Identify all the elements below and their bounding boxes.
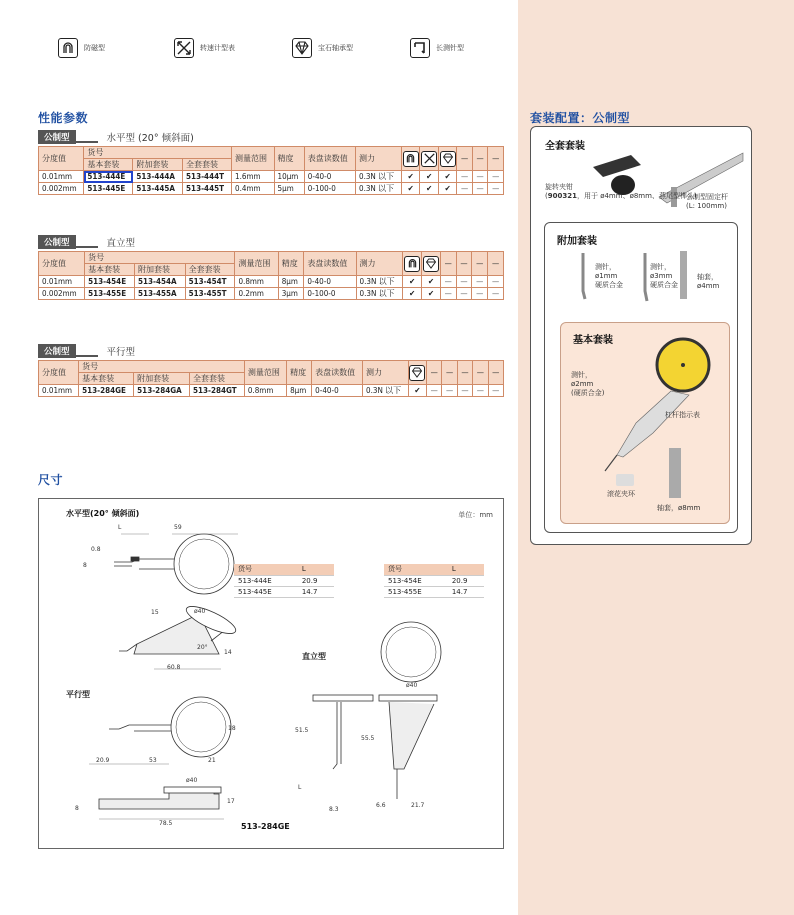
performance-title: 性能参数 [38,111,89,125]
table-row: 0.01mm 513-284GE 513-284GA 513-284GT 0.8mm 8μm 0-40-0 0.3N 以下 ✔ — — — — — [39,385,504,397]
swivel-icon [174,38,194,58]
dimensions-panel: 水平型(20° 倾斜面) 单位：mm 货号 L 513-444E 20.9 513-445E 14.7 货号 L 513-454E 20.9 513-455E 14.7 直立型 平行型 513-284GE L 59 0.8 8 ø40 15 20° 14 60.8 ø40 51.5 55.5 L 8.3 6.6 21.7 20.9 53 21 18 ø40 17 8 78.5 [38,498,504,849]
swivel-icon [421,151,437,167]
dim-table-b: 货号 L 513-454E 20.9 513-455E 14.7 [384,564,484,598]
diamond-icon [440,151,456,167]
table-row: 0.002mm 513-445E 513-445A 513-445T 0.4mm 5μm 0-100-0 0.3N 以下 ✔ ✔ ✔ — — — [39,183,504,195]
kit-panel: 全套套装 旋转夹钳 (900321，用于 ø4mm、ø8mm、燕尾型榫头) 公制型固定杆 (L: 100mm) [530,126,752,545]
diamond-icon [409,365,425,381]
table-row: 0.002mm 513-455E 513-455A 513-455T 0.2mm 3μm 0-100-0 0.3N 以下 ✔ ✔ — — — — [39,288,504,300]
kit-title: 套装配置：公制型 [530,111,631,125]
dimensions-title: 尺寸 [38,473,64,487]
spec-table-vertical: 分度值 货号 测量范围 精度 表盘读数值 测力 — — — — 基本套装 附加套装 全套套装 0.01mm 513-454E 513-454A 513-454T 0.8mm 8μm 0-40-0 0.3N 以下 ✔ ✔ — — — — 0.002mm 513-455E 513-455A 513-455T 0.2mm 3μm 0-100-0 0.3N 以下 ✔ ✔ — — — — [38,251,504,300]
dim-table-a: 货号 L 513-444E 20.9 513-445E 14.7 [234,564,334,598]
extra-kit-panel: 附加套装 测针， ø1mm 硬质合金 测针， ø3mm 硬质合金 轴套， ø4mm [544,222,738,533]
table-heading: 公制型 平行型 [38,344,135,358]
legend-item: 防磁型 [58,38,105,58]
legend-item: 宝石轴承型 [292,38,353,58]
table-row: 0.01mm 513-444E 513-444A 513-444T 1.6mm 10μm 0-40-0 0.3N 以下 ✔ ✔ ✔ — — — [39,171,504,183]
table-row: 0.01mm 513-454E 513-454A 513-454T 0.8mm 8μm 0-40-0 0.3N 以下 ✔ ✔ — — — — [39,276,504,288]
indicator-illustration [561,323,731,523]
diamond-icon [292,38,312,58]
basic-kit-panel: 基本套装 测针， ø2mm (硬质合金) 杠杆指示表 滚花夹环 轴套，ø8mm [560,322,730,524]
magnet-icon [404,256,420,272]
magnet-icon [403,151,419,167]
legend-item: 长测针型 [410,38,464,58]
magnet-icon [58,38,78,58]
table-heading: 公制型 直立型 [38,235,135,249]
legend [58,38,488,60]
table-heading: 公制型 水平型 (20° 倾斜面) [38,130,194,144]
spec-table-parallel: 分度值 货号 测量范围 精度 表盘读数值 测力 — — — — — 基本套装 附加套装 全套套装 0.01mm 513-284GE 513-284GA 513-284GT 0.8mm 8μm 0-40-0 0.3N 以下 ✔ — — — — — [38,360,504,397]
diamond-icon [423,256,439,272]
highlighted-code: 513-444E [84,171,133,183]
spec-table-horizontal: 分度值 货号 测量范围 精度 表盘读数值 测力 — — — 基本套装 附加套装 全套套装 0.01mm 513-444E 513-444A 513-444T 1.6mm 10μm 0-40-0 0.3N 以下 ✔ ✔ ✔ — — — 0.002mm 513-445E 513-445A 513-445T 0.4mm 5μm 0-100-0 0.3N 以下 ✔ ✔ ✔ — — — [38,146,504,195]
long-stylus-icon [410,38,430,58]
legend-item: 转速计型表 [174,38,235,58]
dimension-drawings [39,499,505,850]
